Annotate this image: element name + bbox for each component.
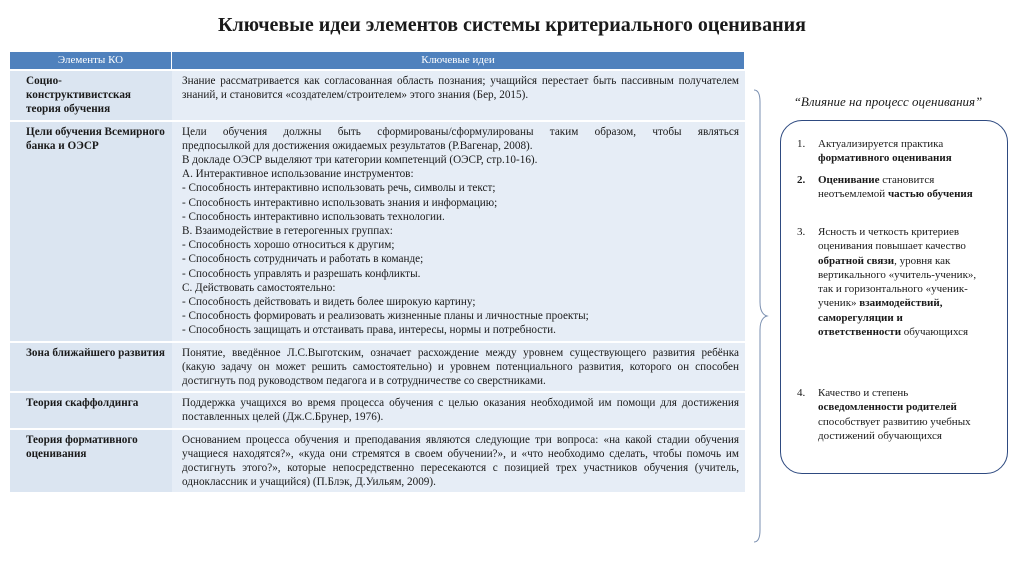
row-element-cell: Теория формативного оценивания — [10, 430, 172, 493]
idea-line: - Способность интерактивно использовать знания и информацию; — [182, 196, 498, 209]
page-title: Ключевые идеи элементов системы критериального оценивания — [218, 14, 806, 36]
idea-line: С. Действовать самостоятельно: — [182, 281, 336, 294]
table-header-row — [10, 52, 745, 69]
idea-line: А. Интерактивное использование инструментов: — [182, 168, 414, 181]
item-number: 3. — [797, 226, 806, 238]
row-idea-cell: Основанием процесса обучения и преподавания являются следующие три вопроса: «на какой стадии обучения учащиеся находятся?», «куда они стремятся в своем обучении?», и «что необходимо сделать, чтобы помочь им достигнуть этого?», которые непосредственно пересекаются с позицией трех участников обучения (учитель, одноклассник и учащийся) (П.Блэк, Д.Уильям, 2009). — [172, 430, 745, 493]
item-text: Актуализируется практика формативного оценивания — [818, 138, 952, 165]
row-element-cell: Социо-конструктивистская теория обучения — [10, 71, 172, 120]
influence-box — [780, 120, 1008, 474]
curly-brace-connector — [752, 88, 770, 544]
idea-line: - Способность хорошо относиться к другим; — [182, 239, 395, 252]
key-ideas-table — [10, 50, 745, 494]
row-element-cell: Теория скаффолдинга — [10, 393, 172, 427]
idea-line: - Способность защищать и отстаивать права, интересы, нормы и потребности. — [182, 324, 556, 337]
item-text: Ясность и четкость критериев оценивания повышает качество обратной связи, уровня как вертикального «учитель-ученик», так и горизонтального «ученик-ученик» взаимодействий, саморегуляции и ответственности обучающихся — [818, 226, 977, 339]
item-number: 2. — [797, 174, 806, 186]
idea-line: В докладе ОЭСР выделяют три категории компетенций (ОЭСР, стр.10-16). — [182, 154, 538, 167]
idea-line: - Способность сотрудничать и работать в команде; — [182, 253, 424, 266]
row-element-cell: Зона ближайшего развития — [10, 343, 172, 392]
table-row — [10, 343, 745, 392]
idea-line: предпосылкой для достижения ожидаемых результатов (Р.Вагенар, 2008). — [182, 139, 533, 152]
table-row — [10, 122, 745, 341]
item-number: 1. — [797, 138, 806, 150]
idea-line: - Способность интерактивно использовать технологии. — [182, 210, 445, 223]
idea-line: - Способность формировать и реализовать жизненные планы и личностные проекты; — [182, 310, 589, 323]
table-row — [10, 393, 745, 427]
influence-heading: “Влияние на процесс оценивания” — [793, 94, 983, 109]
row-idea-cell: Понятие, введённое Л.С.Выготским, означает расхождение между уровнем существующего развития ребёнка (какую задачу он может решить самостоятельно) и уровнем потенциального развития, которого он способен достигнуть под руководством педагога и в сотрудничестве со сверстниками. — [172, 343, 745, 392]
row-element-cell: Цели обучения Всемирного банка и ОЭСР — [10, 122, 172, 341]
idea-line: - Способность управлять и разрешать конфликты. — [182, 267, 421, 280]
table-row — [10, 430, 745, 493]
table-row — [10, 71, 745, 120]
idea-line: - Способность действовать и видеть более широкую картину; — [182, 296, 476, 309]
idea-line: Цели обучения должны быть сформированы/сформулированы таким образом, чтобы являться — [182, 125, 739, 138]
column-header-elements: Элементы КО — [10, 52, 172, 69]
row-idea-cell — [172, 122, 745, 341]
item-text: Оценивание становится неотъемлемой частью обучения — [818, 174, 973, 201]
row-idea-cell: Знание рассматривается как согласованная область познания; учащийся перестает быть пассивным получателем знаний, и становится «создателем/строителем» этого знания (Бер, 2015). — [172, 71, 745, 120]
row-idea-cell: Поддержка учащихся во время процесса обучения с целью оказания необходимой им помощи для достижения поставленных целей (Дж.С.Брунер, 1976). — [172, 393, 745, 427]
item-text: Качество и степень осведомленности родителей способствует развитию учебных достижений обучающихся — [818, 387, 971, 442]
idea-line: - Способность интерактивно использовать речь, символы и текст; — [182, 182, 496, 195]
idea-line: В. Взаимодействие в гетерогенных группах: — [182, 225, 393, 238]
item-number: 4. — [797, 387, 806, 399]
column-header-ideas: Ключевые идеи — [172, 52, 745, 69]
